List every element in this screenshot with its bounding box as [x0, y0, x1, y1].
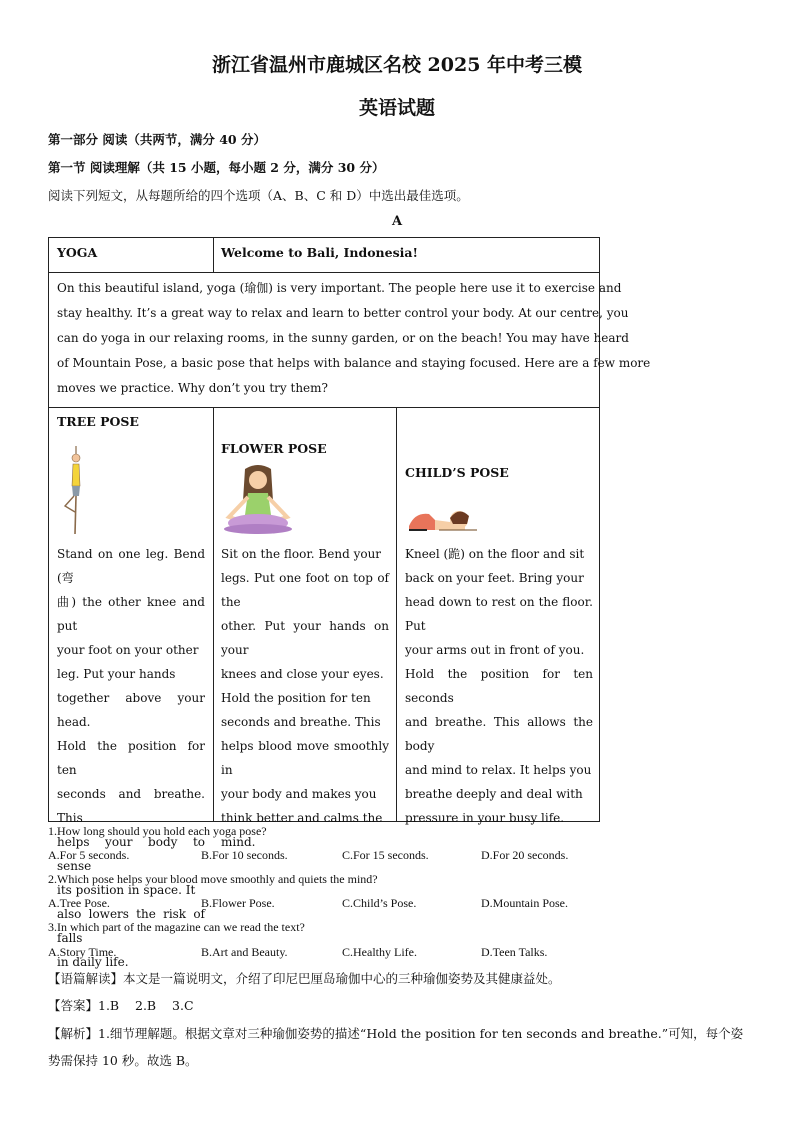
childs-pose-illustration	[405, 502, 479, 536]
flower-pose-title: FLOWER POSE	[221, 441, 327, 456]
explanation-line-2: 势需保持 10 秒。故选 B。	[48, 1053, 198, 1068]
question-1: 1.How long should you hold each yoga pose?	[48, 824, 267, 838]
instruction: 阅读下列短文，从每题所给的四个选项（A、B、C 和 D）中选出最佳选项。	[48, 188, 469, 203]
passage-summary: 【语篇解读】本文是一篇说明文，介绍了印尼巴厘岛瑜伽中心的三种瑜伽姿势及其健康益处。	[48, 971, 561, 986]
intro-text: On this beautiful island, yoga (瑜伽) is very important. The people here use it to exercise and stay healthy. It’s a great way to relax and learn to better control your body. At our centre, you can do yoga in our relaxing rooms, in the sunny garden, or on the beach! You may have heard of Mountain Pose, a basic pose that helps with balance and staying focused. Here are a few more moves we practice. Why don’t you try them?	[57, 281, 651, 395]
q3-option-b[interactable]: B.Art and Beauty.	[201, 945, 288, 959]
q3-option-d[interactable]: D.Teen Talks.	[481, 945, 548, 959]
header-welcome: Welcome to Bali, Indonesia!	[221, 245, 418, 260]
q3-option-c[interactable]: C.Healthy Life.	[342, 945, 417, 959]
flower-pose-text: Sit on the floor. Bend your legs. Put one foot on top of the other. Put your hands on your knees and close your eyes. Hold the position for ten seconds and breathe. This helps blood move smoothly in your body and makes you think better and calms the mind.	[221, 547, 389, 849]
q1-option-b[interactable]: B.For 10 seconds.	[201, 848, 288, 862]
tree-pose-illustration	[57, 446, 93, 538]
section-heading: 第一节 阅读理解（共 15 小题，每小题 2 分，满分 30 分）	[48, 160, 385, 175]
flower-pose-illustration	[221, 463, 295, 539]
question-3: 3.In which part of the magazine can we read the text?	[48, 920, 305, 934]
q1-option-d[interactable]: D.For 20 seconds.	[481, 848, 569, 862]
q1-option-a[interactable]: A.For 5 seconds.	[48, 848, 130, 862]
q2-option-b[interactable]: B.Flower Pose.	[201, 896, 275, 910]
answer-key: 【答案】1.B 2.B 3.C	[48, 998, 194, 1013]
q1-option-c[interactable]: C.For 15 seconds.	[342, 848, 429, 862]
header-yoga: YOGA	[57, 245, 98, 260]
q2-option-a[interactable]: A.Tree Pose.	[48, 896, 110, 910]
q2-option-d[interactable]: D.Mountain Pose.	[481, 896, 568, 910]
passage-letter: A	[391, 214, 403, 229]
part-heading: 第一部分 阅读（共两节，满分 40 分）	[48, 132, 266, 147]
tree-pose-text: Stand on one leg. Bend (弯 曲) the other knee and put your foot on your other leg. Put your hands together above your head. Hold the position for ten seconds and breathe. This helps your body to sense its position in space. It also lowers the risk of falls in daily life.	[57, 547, 205, 969]
page-subtitle: 英语试题	[358, 97, 435, 119]
question-2: 2.Which pose helps your blood move smoothly and quiets the mind?	[48, 872, 378, 886]
childs-pose-text: Kneel (跪) on the floor and sit back on your feet. Bring your head down to rest on the floor. Put your arms out in front of you. Hold the position for ten seconds and breathe. This allows the body and mind to relax. It helps you breathe deeply and deal with pressure in your busy life.	[405, 547, 593, 825]
q3-option-a[interactable]: A.Story Time.	[48, 945, 117, 959]
q2-option-c[interactable]: C.Child’s Pose.	[342, 896, 417, 910]
childs-pose-title: CHILD’S POSE	[405, 465, 509, 480]
tree-pose-title: TREE POSE	[57, 414, 139, 429]
page-title: 浙江省温州市鹿城区名校 2025 年中考三模	[211, 54, 583, 76]
explanation-line-1: 【解析】1.细节理解题。根据文章对三种瑜伽姿势的描述“Hold the position for ten seconds and breathe.”可知，每个姿	[48, 1026, 744, 1041]
